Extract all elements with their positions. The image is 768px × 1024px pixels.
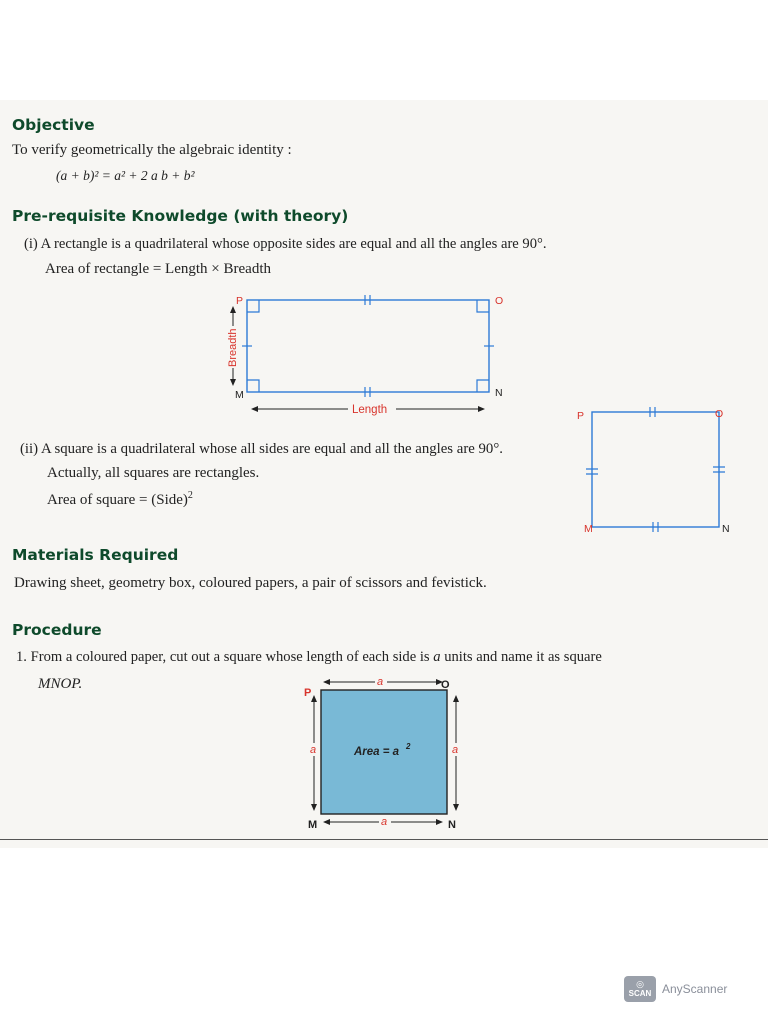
procedure-step-1-square-name: MNOP. (38, 676, 83, 692)
breadth-label: Breadth (227, 328, 239, 367)
objective-text: To verify geometrically the algebraic identity : (12, 142, 292, 158)
materials-text: Drawing sheet, geometry box, coloured papers, a pair of scissors and fevistick. (14, 575, 487, 591)
area-square-figure (296, 672, 472, 832)
side-label-left: a (310, 744, 317, 756)
rectangle-definition: (i) A rectangle is a quadrilateral whose opposite sides are equal and all the angles are 90°. (24, 236, 547, 252)
area-vertex-m: M (308, 819, 318, 831)
square-note: Actually, all squares are rectangles. (47, 465, 260, 481)
area-label: Area = a (354, 746, 400, 758)
area-vertex-o: O (441, 679, 450, 691)
side-label-right: a (452, 744, 459, 756)
square-area-formula: Area of square = (Side)$^2$ (47, 490, 193, 508)
rect-vertex-m: M (235, 389, 244, 401)
square-figure (572, 404, 744, 538)
square-vertex-o: O (715, 408, 724, 420)
rect-vertex-o: O (495, 295, 504, 307)
objective-heading: Objective (12, 116, 95, 134)
square-vertex-p: P (577, 410, 585, 422)
area-vertex-n: N (448, 819, 456, 831)
square-vertex-m: M (584, 523, 593, 535)
rectangle-area-formula: Area of rectangle = Length × Breadth (45, 261, 271, 277)
identity-formula: (a + b)² = a² + 2 a b + b² (56, 168, 195, 183)
page-bottom-rule (0, 839, 768, 840)
length-label: Length (352, 404, 388, 416)
rectangle-figure (222, 290, 512, 422)
procedure-step-1: 1. From a coloured paper, cut out a square whose length of each side is a units and name it as square (16, 649, 602, 665)
side-label-bottom: a (381, 816, 388, 828)
area-vertex-p: P (304, 687, 312, 699)
rect-vertex-n: N (495, 387, 503, 399)
area-label-exponent: 2 (406, 742, 411, 751)
procedure-heading: Procedure (12, 621, 102, 639)
prereq-heading: Pre-requisite Knowledge (with theory) (12, 207, 349, 225)
anyscanner-watermark (624, 976, 727, 1002)
rect-vertex-p: P (236, 295, 244, 307)
anyscanner-brand: AnyScanner (662, 982, 728, 996)
scan-badge-icon: ◎ SCAN (624, 976, 656, 1002)
materials-heading: Materials Required (12, 546, 179, 564)
side-label-top: a (377, 676, 384, 688)
square-definition: (ii) A square is a quadrilateral whose all sides are equal and all the angles are 90°. (20, 441, 503, 457)
square-vertex-n: N (722, 523, 730, 535)
